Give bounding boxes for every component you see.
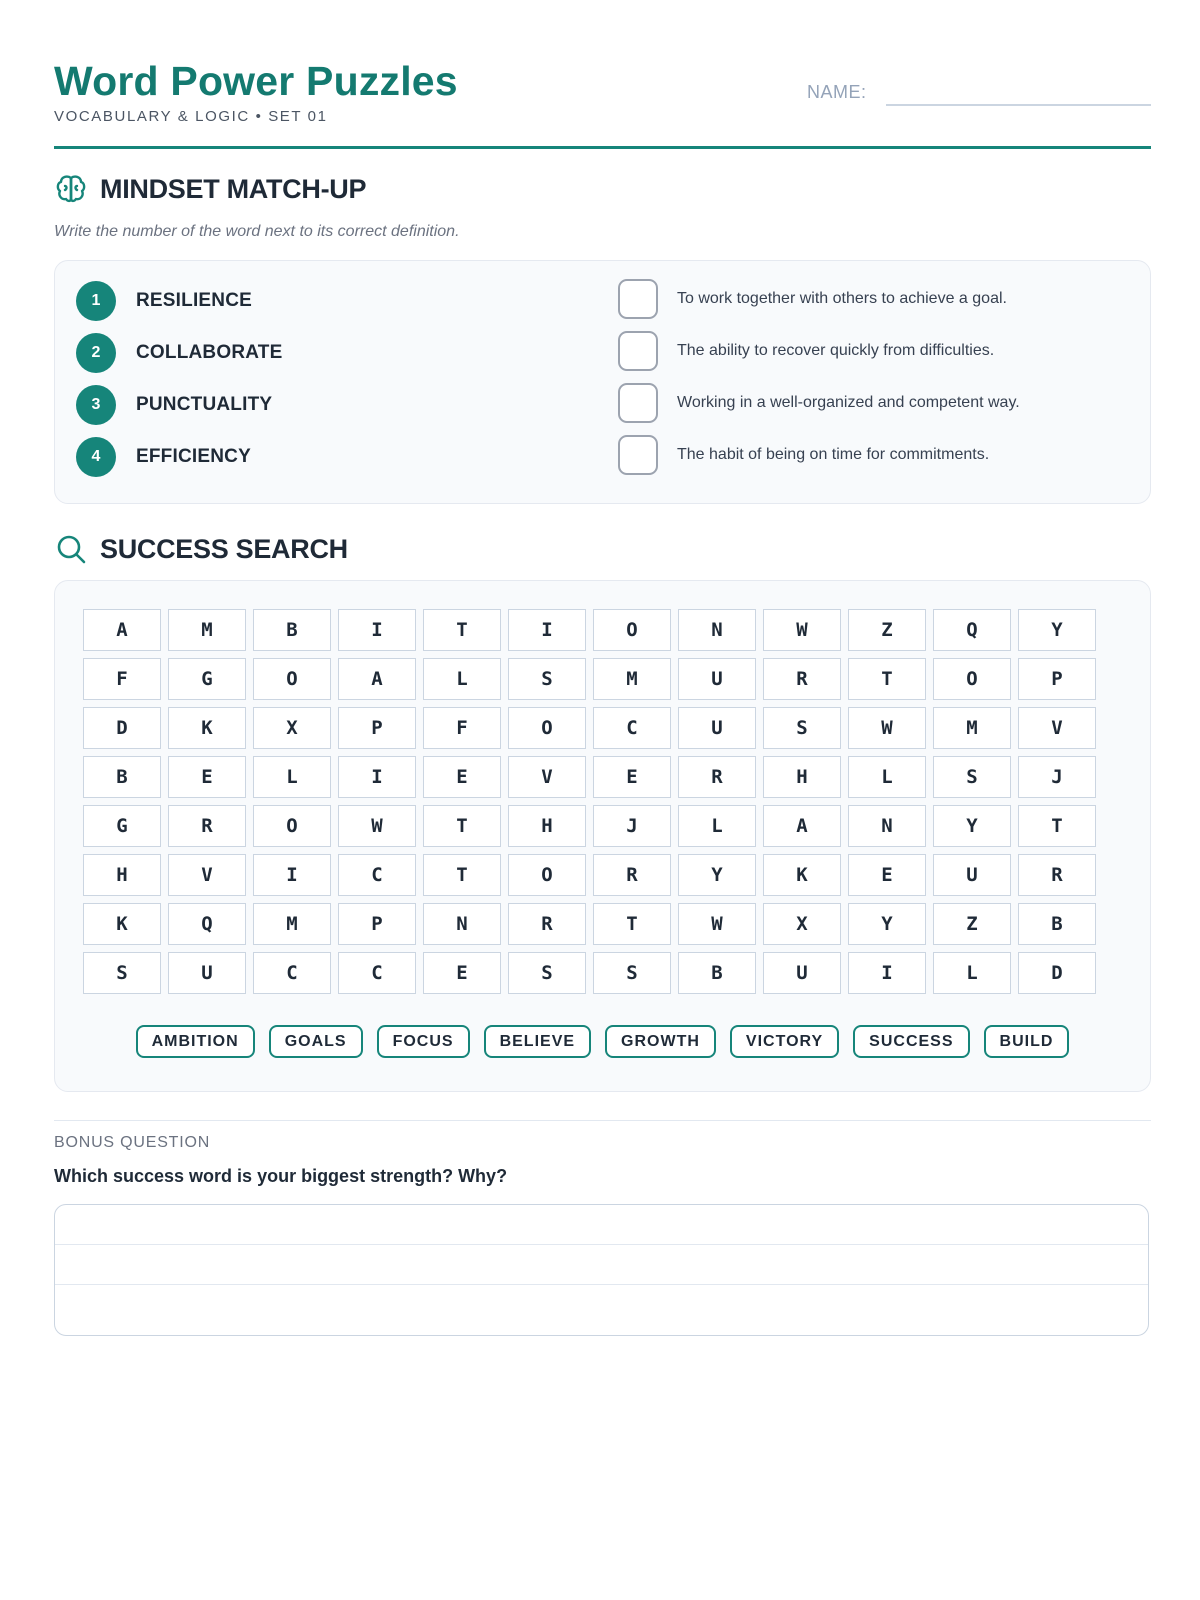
word-number-badge: 3 — [76, 385, 116, 425]
grid-cell[interactable]: S — [508, 952, 586, 994]
grid-cell[interactable]: M — [168, 609, 246, 651]
brain-icon — [54, 172, 88, 206]
name-field[interactable] — [886, 104, 1151, 106]
grid-cell[interactable]: I — [338, 609, 416, 651]
grid-cell[interactable]: E — [848, 854, 926, 896]
name-label: NAME: — [807, 82, 867, 102]
grid-cell[interactable]: R — [168, 805, 246, 847]
grid-cell[interactable]: L — [848, 756, 926, 798]
grid-cell[interactable]: G — [168, 658, 246, 700]
grid-cell[interactable]: V — [1018, 707, 1096, 749]
grid-cell[interactable]: R — [1018, 854, 1096, 896]
grid-cell[interactable]: Y — [1018, 609, 1096, 651]
grid-cell[interactable]: S — [508, 658, 586, 700]
grid-cell[interactable]: I — [338, 756, 416, 798]
grid-cell[interactable]: F — [83, 658, 161, 700]
grid-cell[interactable]: O — [933, 658, 1011, 700]
grid-cell[interactable]: O — [508, 854, 586, 896]
grid-cell[interactable]: R — [593, 854, 671, 896]
grid-cell[interactable]: M — [253, 903, 331, 945]
match-instructions: Write the number of the word next to its correct definition. — [54, 223, 460, 240]
bonus-label: BONUS QUESTION — [54, 1134, 211, 1151]
page-subtitle: VOCABULARY & LOGIC • SET 01 — [54, 108, 328, 125]
search-icon — [54, 532, 88, 566]
word-bank-chip: SUCCESS — [853, 1025, 969, 1058]
definition-text: To work together with others to achieve a goal. — [677, 290, 1007, 307]
grid-cell[interactable]: I — [508, 609, 586, 651]
definition-text: The habit of being on time for commitments. — [677, 446, 990, 463]
grid-cell[interactable]: E — [168, 756, 246, 798]
grid-cell[interactable]: Y — [678, 854, 756, 896]
definition-text: Working in a well-organized and competent way. — [677, 394, 1020, 411]
grid-cell[interactable]: H — [508, 805, 586, 847]
grid-cell[interactable]: D — [83, 707, 161, 749]
worksheet-page — [54, 0, 1151, 1186]
grid-cell[interactable]: V — [508, 756, 586, 798]
grid-cell[interactable]: C — [253, 952, 331, 994]
grid-cell[interactable]: K — [168, 707, 246, 749]
word-number-badge: 1 — [76, 281, 116, 321]
grid-cell[interactable]: N — [423, 903, 501, 945]
match-section-header — [54, 172, 366, 206]
match-word-row — [76, 384, 272, 426]
grid-cell[interactable]: O — [253, 805, 331, 847]
grid-cell[interactable]: U — [168, 952, 246, 994]
grid-cell[interactable]: A — [83, 609, 161, 651]
grid-cell[interactable]: S — [933, 756, 1011, 798]
word-bank-chip: GROWTH — [605, 1025, 716, 1058]
grid-cell[interactable]: Z — [848, 609, 926, 651]
grid-cell[interactable]: D — [1018, 952, 1096, 994]
word-bank-chip: FOCUS — [377, 1025, 470, 1058]
worksheet-header — [54, 0, 1151, 149]
grid-cell[interactable]: T — [1018, 805, 1096, 847]
word-bank-chip: BUILD — [984, 1025, 1070, 1058]
match-word: EFFICIENCY — [136, 446, 251, 467]
match-word-row — [76, 280, 252, 322]
bonus-answer-area[interactable] — [54, 1204, 1149, 1336]
grid-cell[interactable]: K — [83, 903, 161, 945]
grid-cell[interactable]: W — [763, 609, 841, 651]
grid-cell[interactable]: R — [508, 903, 586, 945]
grid-cell[interactable]: E — [423, 756, 501, 798]
grid-cell[interactable]: U — [678, 707, 756, 749]
answer-box[interactable] — [618, 383, 658, 423]
grid-cell[interactable]: S — [593, 952, 671, 994]
match-word-row — [76, 436, 251, 478]
word-bank-chip: BELIEVE — [484, 1025, 591, 1058]
grid-cell[interactable]: W — [848, 707, 926, 749]
grid-cell[interactable]: L — [423, 658, 501, 700]
grid-cell[interactable]: A — [338, 658, 416, 700]
grid-cell[interactable]: R — [678, 756, 756, 798]
grid-cell[interactable]: E — [593, 756, 671, 798]
grid-cell[interactable]: Q — [168, 903, 246, 945]
definition-row — [618, 434, 989, 476]
match-word: RESILIENCE — [136, 290, 253, 311]
grid-cell[interactable]: I — [253, 854, 331, 896]
match-box — [54, 260, 1151, 504]
grid-cell[interactable]: B — [1018, 903, 1096, 945]
writing-line — [55, 1284, 1148, 1285]
grid-cell[interactable]: L — [933, 952, 1011, 994]
grid-cell[interactable]: T — [423, 854, 501, 896]
grid-cell[interactable]: E — [423, 952, 501, 994]
match-word: PUNCTUALITY — [136, 394, 273, 415]
grid-cell[interactable]: C — [338, 952, 416, 994]
grid-cell[interactable]: X — [763, 903, 841, 945]
grid-cell[interactable]: G — [83, 805, 161, 847]
grid-cell[interactable]: U — [678, 658, 756, 700]
definition-row — [618, 278, 1007, 320]
grid-cell[interactable]: S — [83, 952, 161, 994]
grid-cell[interactable]: S — [763, 707, 841, 749]
search-section-header — [54, 532, 348, 566]
grid-cell[interactable]: P — [338, 903, 416, 945]
grid-cell[interactable]: W — [338, 805, 416, 847]
grid-cell[interactable]: U — [763, 952, 841, 994]
grid-cell[interactable]: B — [253, 609, 331, 651]
word-number-badge: 2 — [76, 333, 116, 373]
grid-cell[interactable]: P — [1018, 658, 1096, 700]
match-section-title: MINDSET MATCH-UP — [100, 173, 367, 204]
grid-cell[interactable]: U — [933, 854, 1011, 896]
word-bank-chip: AMBITION — [136, 1025, 255, 1058]
grid-cell[interactable]: A — [763, 805, 841, 847]
grid-cell[interactable]: M — [933, 707, 1011, 749]
word-number-badge: 4 — [76, 437, 116, 477]
grid-cell[interactable]: O — [593, 609, 671, 651]
grid-cell[interactable]: J — [593, 805, 671, 847]
definition-row — [618, 382, 1020, 424]
word-bank-chip: VICTORY — [730, 1025, 839, 1058]
answer-box[interactable] — [618, 435, 658, 475]
match-word: COLLABORATE — [136, 342, 283, 363]
grid-cell[interactable]: B — [678, 952, 756, 994]
grid-cell[interactable]: V — [168, 854, 246, 896]
definition-row — [618, 330, 994, 372]
section-divider — [54, 1120, 1151, 1121]
grid-cell[interactable]: N — [848, 805, 926, 847]
grid-cell[interactable]: P — [338, 707, 416, 749]
grid-cell[interactable]: Q — [933, 609, 1011, 651]
grid-cell[interactable]: K — [763, 854, 841, 896]
word-bank — [55, 1025, 1150, 1058]
grid-cell[interactable]: T — [423, 805, 501, 847]
grid-cell[interactable]: F — [423, 707, 501, 749]
definition-text: The ability to recover quickly from difficulties. — [677, 342, 995, 359]
grid-cell[interactable]: C — [593, 707, 671, 749]
grid-cell[interactable]: C — [338, 854, 416, 896]
grid-cell[interactable]: I — [848, 952, 926, 994]
grid-cell[interactable]: O — [508, 707, 586, 749]
search-section-title: SUCCESS SEARCH — [100, 533, 348, 564]
grid-cell[interactable]: H — [83, 854, 161, 896]
answer-box[interactable] — [618, 331, 658, 371]
word-search-box — [54, 580, 1151, 1092]
grid-cell[interactable]: R — [763, 658, 841, 700]
grid-cell[interactable]: M — [593, 658, 671, 700]
grid-cell[interactable]: W — [678, 903, 756, 945]
grid-cell[interactable]: J — [1018, 756, 1096, 798]
grid-cell[interactable]: B — [83, 756, 161, 798]
grid-cell[interactable]: H — [763, 756, 841, 798]
grid-cell[interactable]: T — [848, 658, 926, 700]
grid-cell[interactable]: Y — [933, 805, 1011, 847]
word-bank-chip: GOALS — [269, 1025, 363, 1058]
bonus-question: Which success word is your biggest strength? Why? — [54, 1166, 508, 1186]
answer-box[interactable] — [618, 279, 658, 319]
grid-cell[interactable]: O — [253, 658, 331, 700]
grid-cell[interactable]: Y — [848, 903, 926, 945]
grid-cell[interactable]: T — [593, 903, 671, 945]
grid-cell[interactable]: Z — [933, 903, 1011, 945]
grid-cell[interactable]: N — [678, 609, 756, 651]
grid-cell[interactable]: L — [678, 805, 756, 847]
page-title: Word Power Puzzles — [54, 58, 458, 104]
grid-cell[interactable]: L — [253, 756, 331, 798]
grid-cell[interactable]: X — [253, 707, 331, 749]
writing-line — [55, 1244, 1148, 1245]
grid-cell[interactable]: T — [423, 609, 501, 651]
match-word-row — [76, 332, 282, 374]
